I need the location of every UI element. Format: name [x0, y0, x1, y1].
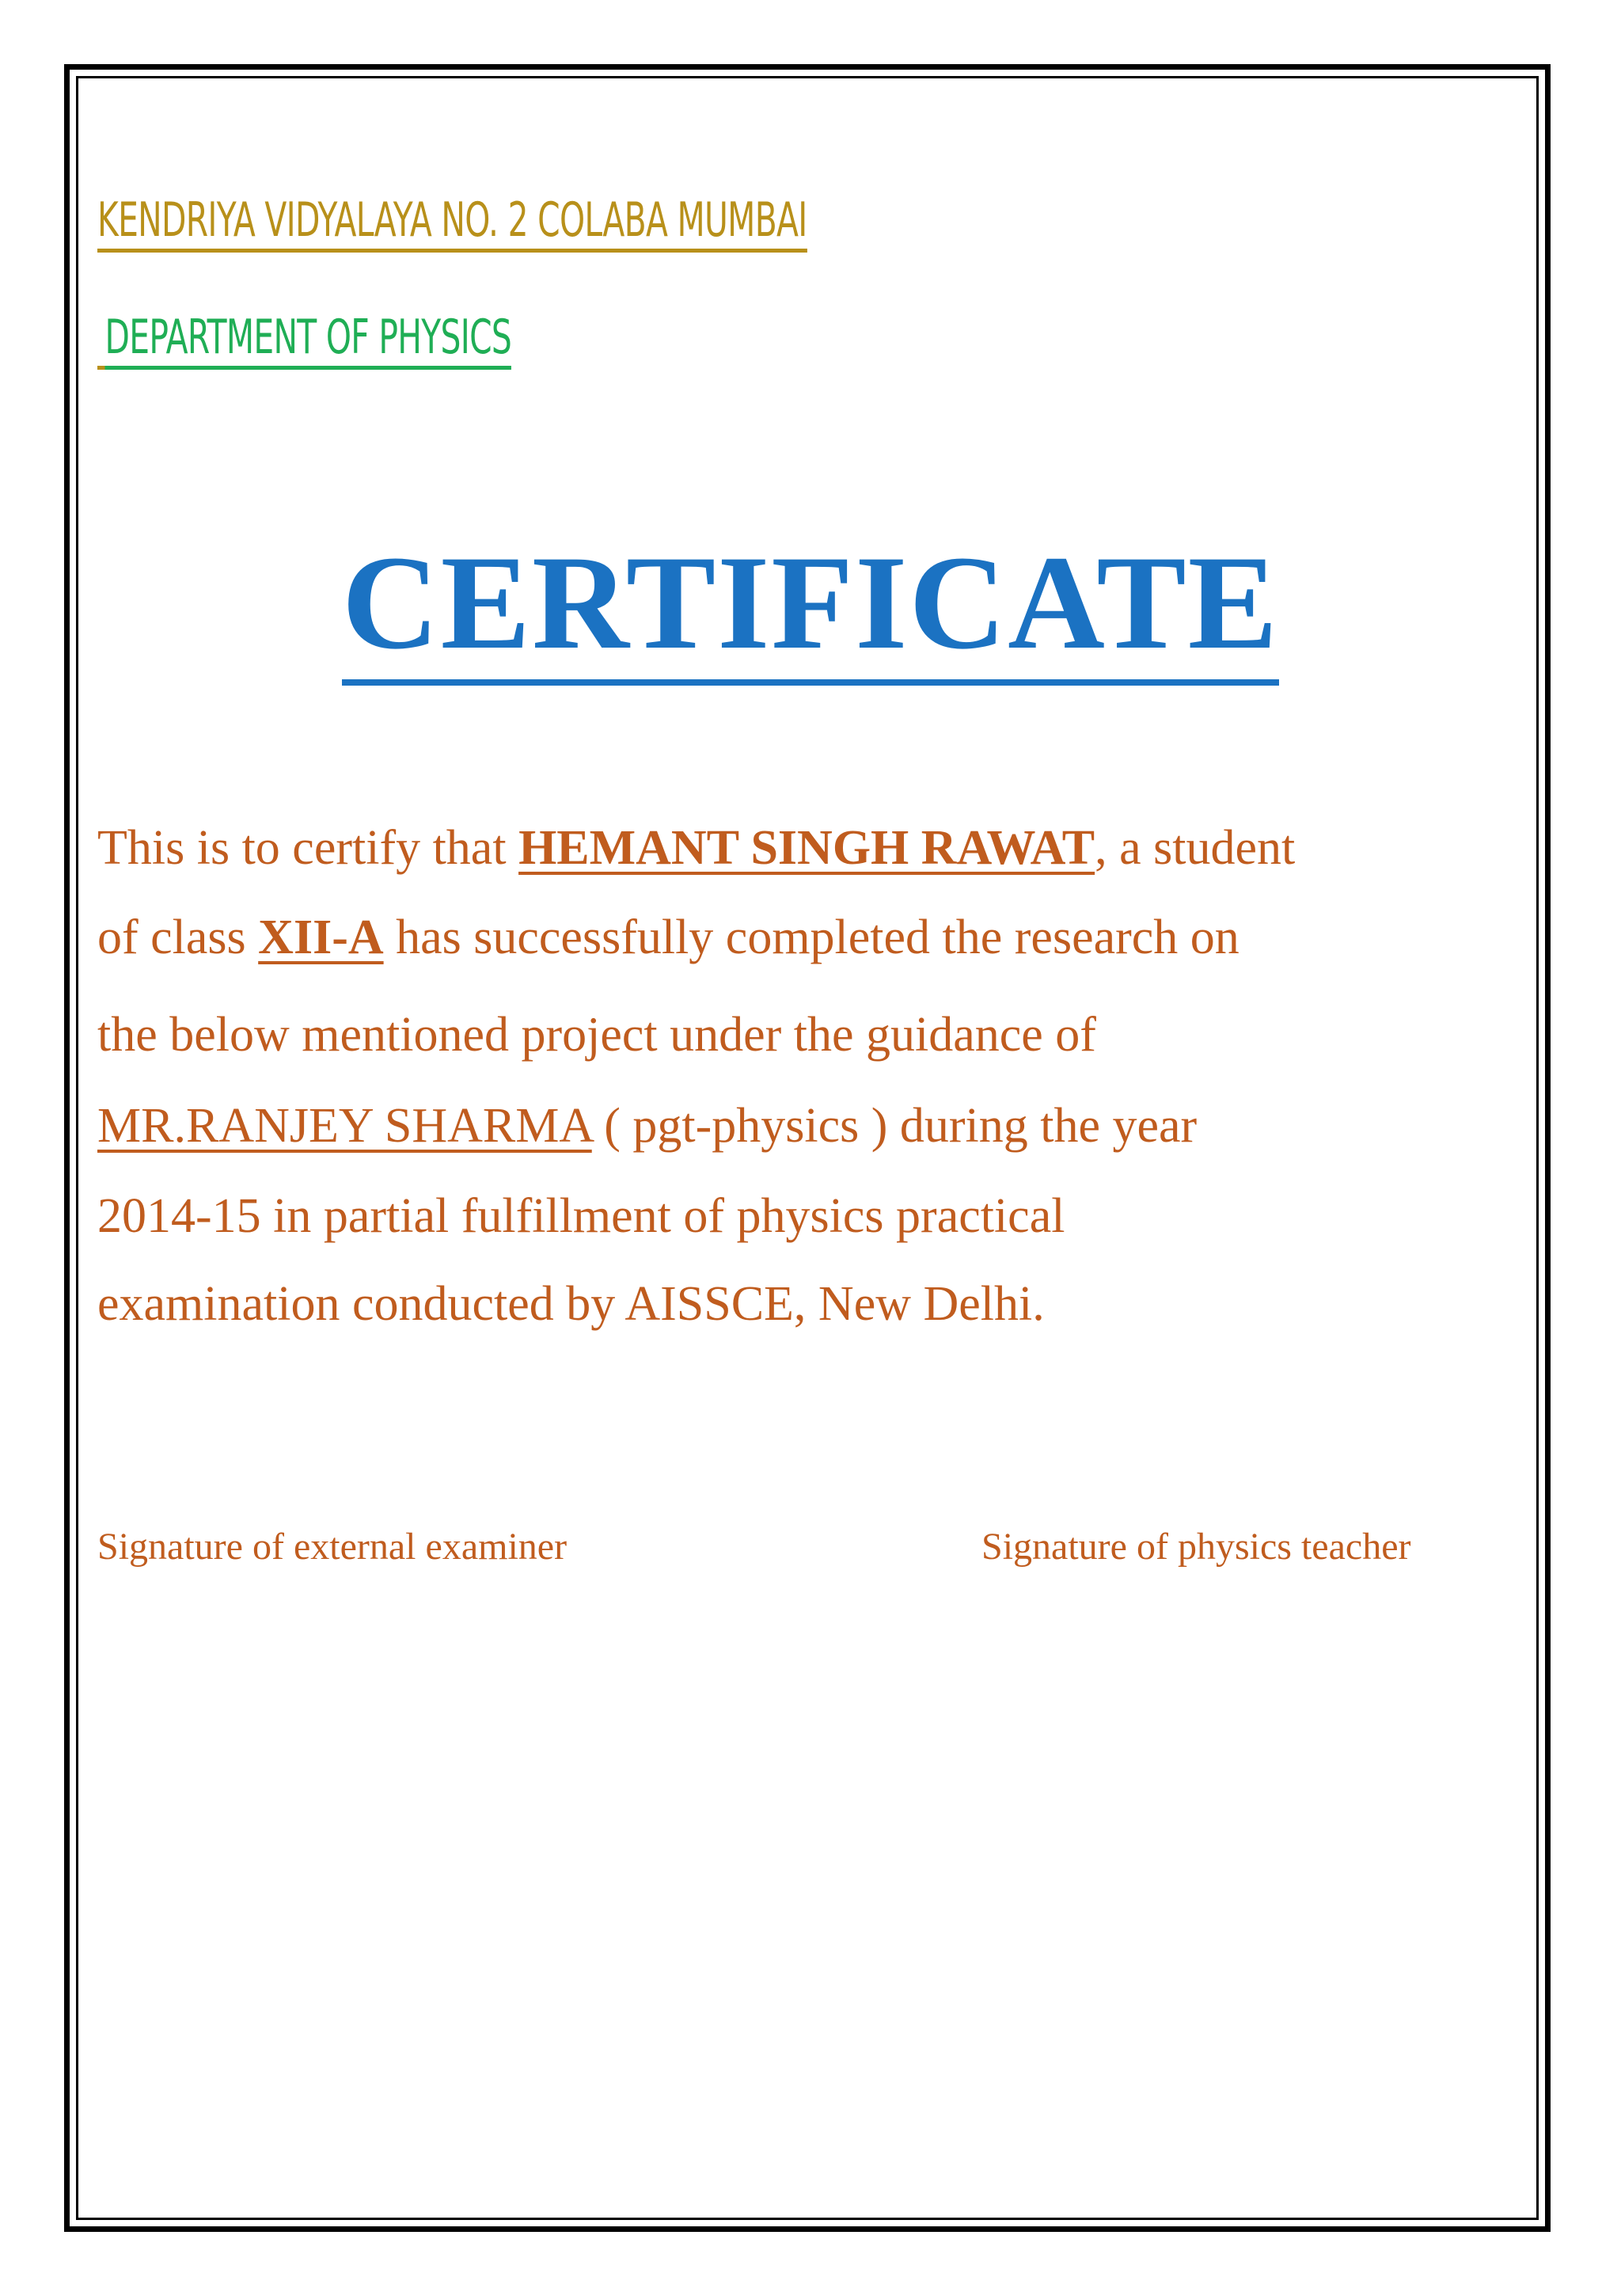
signature-external-examiner: Signature of external examiner — [97, 1526, 568, 1568]
signature-physics-teacher: Signature of physics teacher — [981, 1526, 1411, 1568]
body-line-3 — [97, 1008, 1096, 1062]
line3: the below mentioned project under the guidance of — [97, 1008, 1096, 1062]
line2-post: has successfully completed the research on — [383, 910, 1239, 964]
body-line-5 — [97, 1189, 1065, 1243]
department-name — [97, 310, 512, 370]
certificate-title-text: CERTIFICATE — [342, 535, 1279, 686]
certificate-title — [0, 528, 1621, 686]
body-line-1 — [97, 821, 1296, 875]
student-class: XII-A — [258, 910, 384, 964]
line6: examination conducted by AISSCE, New Delhi. — [97, 1277, 1045, 1331]
school-name — [97, 192, 807, 253]
body-line-2 — [97, 910, 1239, 964]
line1-post: , a student — [1095, 821, 1296, 875]
school-name-text: KENDRIYA VIDYALAYA NO. 2 COLABA MUMBAI — [97, 196, 807, 253]
line4-post: ( pgt-physics ) during the year — [591, 1099, 1198, 1153]
line5: 2014-15 in partial fulfillment of physics practical — [97, 1189, 1065, 1243]
department-name-text: DEPARTMENT OF PHYSICS — [105, 314, 512, 370]
student-name: HEMANT SINGH RAWAT — [518, 821, 1095, 875]
teacher-name: MR.RANJEY SHARMA — [97, 1099, 592, 1153]
line1-pre: This is to certify that — [97, 821, 519, 875]
body-line-4 — [97, 1099, 1198, 1153]
body-line-6 — [97, 1279, 1045, 1329]
line2-pre: of class — [97, 910, 259, 964]
